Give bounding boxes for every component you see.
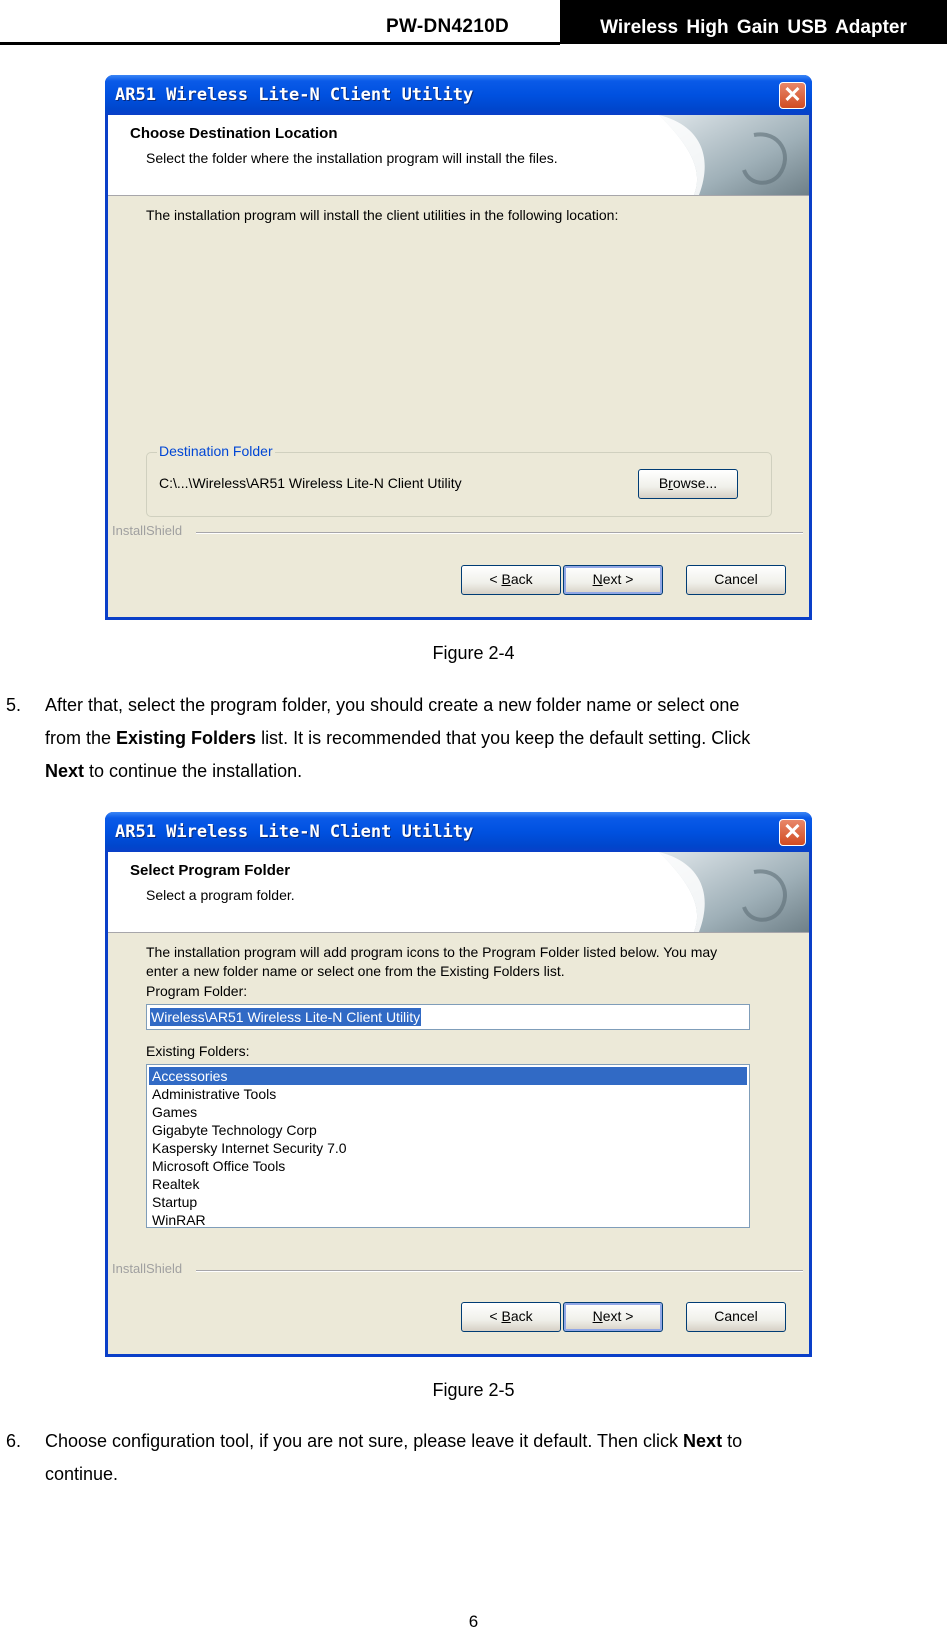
next-button[interactable]: Next >	[563, 1302, 663, 1332]
access-key: B	[501, 1308, 511, 1324]
dialog-titlebar	[105, 75, 812, 115]
header-model: PW-DN4210D	[386, 16, 509, 37]
destination-folder-group	[146, 443, 772, 517]
program-folder-input[interactable]	[146, 1004, 750, 1030]
text-run: to	[722, 1431, 743, 1451]
step-text	[45, 689, 921, 788]
step-number: 5.	[6, 695, 22, 715]
header-rule	[0, 42, 560, 45]
step-line: continue.	[45, 1464, 119, 1484]
program-folder-label: Program Folder:	[146, 983, 248, 999]
text-run: list. It is recommended that you keep the default setting. Click	[256, 728, 751, 748]
step-number: 6.	[6, 1431, 22, 1451]
access-key: B	[501, 571, 511, 587]
header-title: Wireless High Gain USB Adapter	[560, 0, 947, 44]
page-header	[0, 0, 947, 46]
cancel-button[interactable]: Cancel	[686, 1302, 786, 1332]
body-line: enter a new folder name or select one from the Existing Folders list.	[146, 963, 565, 979]
existing-folders-label: Existing Folders:	[146, 1043, 250, 1059]
group-label: Destination Folder	[159, 443, 273, 459]
access-key: r	[668, 475, 673, 491]
dialog-title: AR51 Wireless Lite-N Client Utility	[115, 822, 474, 842]
step-line	[45, 755, 921, 788]
program-folder-value: Wireless\AR51 Wireless Lite-N Client Utility	[151, 1009, 421, 1025]
dialog-body-text	[146, 943, 717, 981]
close-button[interactable]	[779, 82, 806, 109]
step-text	[45, 1425, 921, 1491]
list-item[interactable]: Microsoft Office Tools	[152, 1158, 286, 1174]
access-key: N	[592, 571, 603, 587]
step-line	[45, 1425, 921, 1458]
back-button[interactable]: < Back	[461, 1302, 561, 1332]
figure-caption: Figure 2-5	[432, 1380, 515, 1400]
dialog-banner	[108, 115, 809, 196]
existing-folders-list[interactable]	[146, 1064, 750, 1228]
list-item[interactable]: Startup	[152, 1194, 198, 1210]
step-line: After that, select the program folder, you should create a new folder name or select one	[45, 695, 740, 715]
page-curl-icon	[659, 852, 809, 932]
banner-heading: Select Program Folder	[130, 862, 291, 879]
list-item[interactable]: Gigabyte Technology Corp	[152, 1122, 317, 1138]
list-item[interactable]: Games	[152, 1104, 198, 1120]
browse-button[interactable]: Browse...	[638, 469, 738, 499]
list-item[interactable]: Administrative Tools	[152, 1086, 277, 1102]
installshield-label: InstallShield	[112, 523, 183, 538]
dialog-banner	[108, 852, 809, 933]
bold-term: Next	[683, 1431, 723, 1451]
close-icon: ✕	[783, 82, 802, 107]
body-line: The installation program will add program icons to the Program Folder listed below. You may	[146, 944, 718, 960]
list-item[interactable]: WinRAR	[152, 1212, 206, 1228]
installshield-divider	[196, 1270, 803, 1272]
cancel-button[interactable]: Cancel	[686, 565, 786, 595]
close-icon: ✕	[783, 819, 802, 844]
destination-dialog	[105, 75, 812, 620]
list-item[interactable]: Kaspersky Internet Security 7.0	[152, 1140, 347, 1156]
list-item[interactable]: Realtek	[152, 1176, 200, 1192]
destination-path: C:\...\Wireless\AR51 Wireless Lite-N Client Utility	[159, 475, 462, 491]
installshield-divider	[196, 532, 803, 534]
dialog-titlebar	[105, 812, 812, 852]
banner-subtitle: Select a program folder.	[146, 887, 295, 903]
next-button[interactable]: Next >	[563, 565, 663, 595]
list-item[interactable]: Accessories	[149, 1067, 747, 1085]
text-run: from the	[45, 728, 117, 748]
back-button[interactable]: < Back	[461, 565, 561, 595]
bold-term: Next	[45, 761, 85, 781]
step-line	[45, 722, 921, 755]
close-button[interactable]	[779, 819, 806, 846]
dialog-body-text: The installation program will install the client utilities in the following location:	[146, 207, 619, 223]
banner-subtitle: Select the folder where the installation program will install the files.	[146, 150, 558, 166]
bold-term: Existing Folders	[116, 728, 257, 748]
program-folder-dialog	[105, 812, 812, 1357]
page-curl-icon	[659, 115, 809, 195]
access-key: N	[592, 1308, 603, 1324]
text-run: to continue the installation.	[84, 761, 303, 781]
dialog-title: AR51 Wireless Lite-N Client Utility	[115, 85, 474, 105]
text-run: Choose configuration tool, if you are not sure, please leave it default. Then click	[45, 1431, 684, 1451]
banner-heading: Choose Destination Location	[130, 125, 338, 142]
installshield-label: InstallShield	[112, 1261, 183, 1276]
page-number: 6	[468, 1612, 479, 1631]
figure-caption: Figure 2-4	[432, 643, 515, 663]
